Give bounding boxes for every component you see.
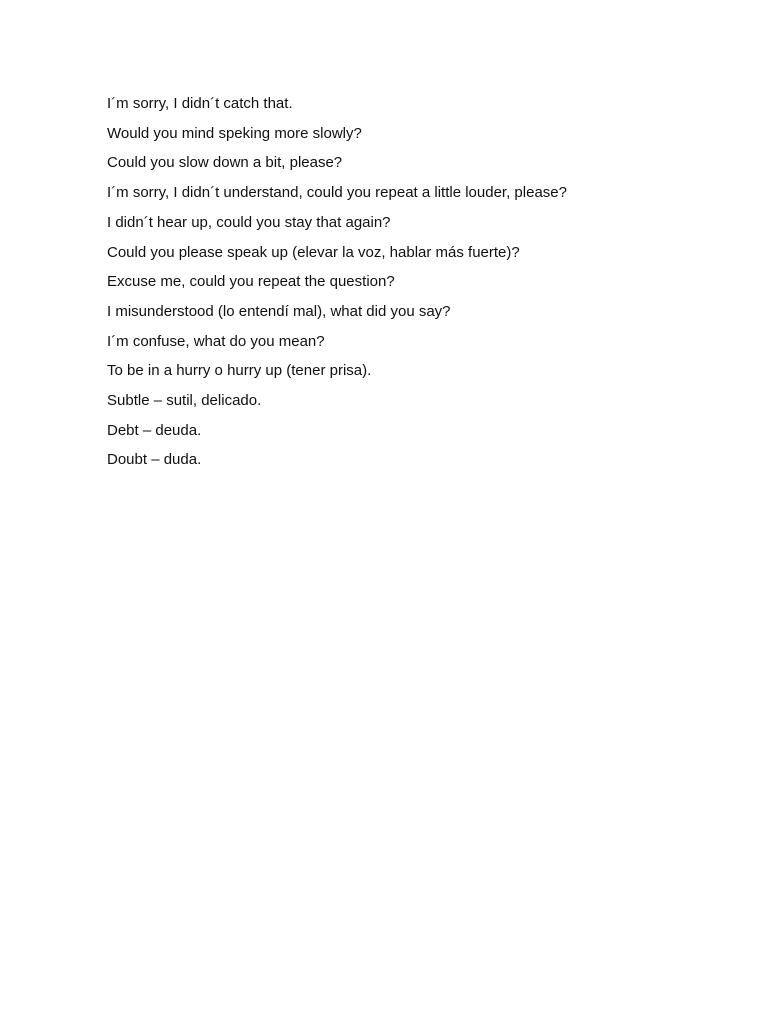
phrase-line: Would you mind speking more slowly? [107, 124, 362, 142]
phrase-line: Could you please speak up (elevar la voz, hablar más fuerte)? [107, 243, 520, 261]
phrase-line: To be in a hurry o hurry up (tener prisa). [107, 362, 372, 380]
phrase-line: I´m sorry, I didn´t catch that. [107, 95, 293, 112]
phrase-line: I´m confuse, what do you mean? [107, 332, 325, 350]
phrase-line: Excuse me, could you repeat the question? [107, 273, 395, 291]
phrase-line: I´m sorry, I didn´t understand, could you repeat a little louder, please? [107, 184, 567, 202]
phrase-line: Subtle – sutil, delicado. [107, 392, 262, 410]
phrase-line: I didn´t hear up, could you stay that again? [107, 213, 391, 231]
phrase-line: Debt – deuda. [107, 421, 202, 439]
phrase-line: I misunderstood (lo entendí mal), what did you say? [107, 302, 451, 320]
phrase-line: Could you slow down a bit, please? [107, 154, 343, 172]
phrase-list [107, 89, 727, 475]
phrase-line: Doubt – duda. [107, 451, 202, 469]
